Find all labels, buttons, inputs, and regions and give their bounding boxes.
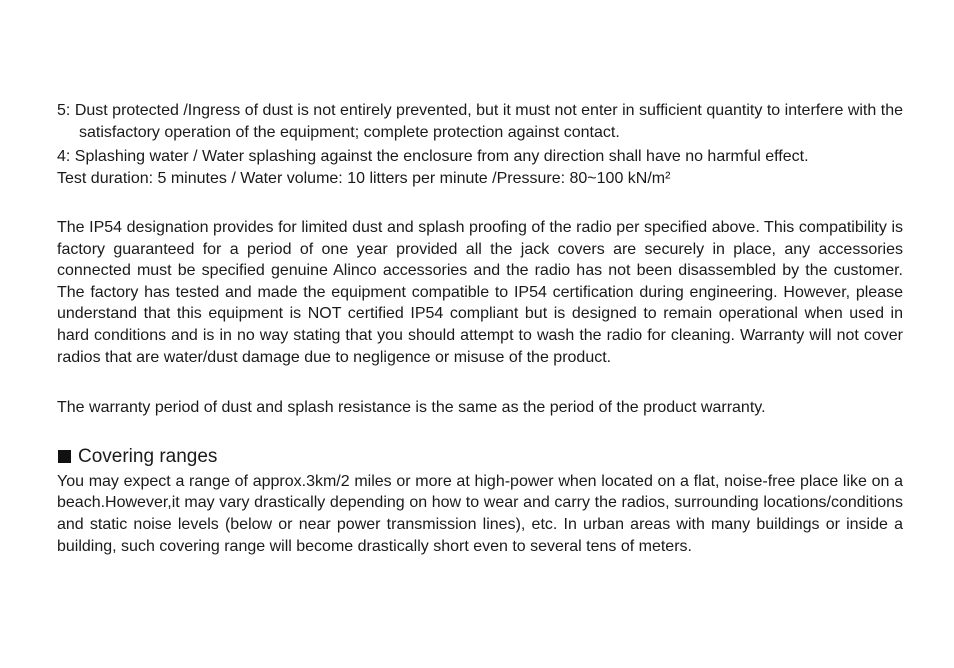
ip-rating-water-text: 4: Splashing water / Water splashing against the enclosure from any direction shall have no harmful effect.: [57, 148, 809, 165]
ip-rating-dust: [57, 100, 903, 143]
covering-ranges-heading-text: Covering ranges: [78, 445, 218, 467]
warranty-period-paragraph: The warranty period of dust and splash resistance is the same as the period of the product warranty.: [57, 399, 766, 417]
ip-rating-list: [57, 100, 903, 189]
ip-rating-dust-text: 5: Dust protected /Ingress of dust is not entirely prevented, but it must not enter in sufficient quantity to interfere with the satisfactory operation of the equipment; complete protection against contact.: [57, 102, 903, 141]
ip54-designation-paragraph: The IP54 designation provides for limited dust and splash proofing of the radio per specified above. This compatibility is factory guaranteed for a period of one year provided all the jack covers are securely in place, any accessories connected must be specified genuine Alinco accessories and the radio has not been disassembled by the customer. The factory has tested and made the equipment compatible to IP54 certification during engineering. However, please understand that this equipment is NOT certified IP54 compliant but is designed to remain operational when used in hard conditions and is in no way stating that you should attempt to wash the radio for cleaning. Warranty will not cover radios that are water/dust damage due to negligence or misuse of the product.: [57, 219, 903, 366]
covering-ranges-paragraph: You may expect a range of approx.3km/2 miles or more at high-power when located on a flat, noise-free place like on a beach.However,it may vary drastically depending on how to wear and carry the radios, surrounding locations/conditions and static noise levels (below or near power transmission lines), etc. In urban areas with many buildings or inside a building, such covering range will become drastically short even to several tens of meters.: [57, 472, 903, 555]
document-page: [57, 100, 903, 557]
black-square-bullet-icon: [58, 450, 71, 463]
ip-rating-water-test-details: Test duration: 5 minutes / Water volume: 10 litters per minute /Pressure: 80~100 kN/m²: [57, 169, 671, 187]
covering-ranges-heading: [57, 445, 903, 469]
ip-rating-water: [57, 146, 903, 189]
